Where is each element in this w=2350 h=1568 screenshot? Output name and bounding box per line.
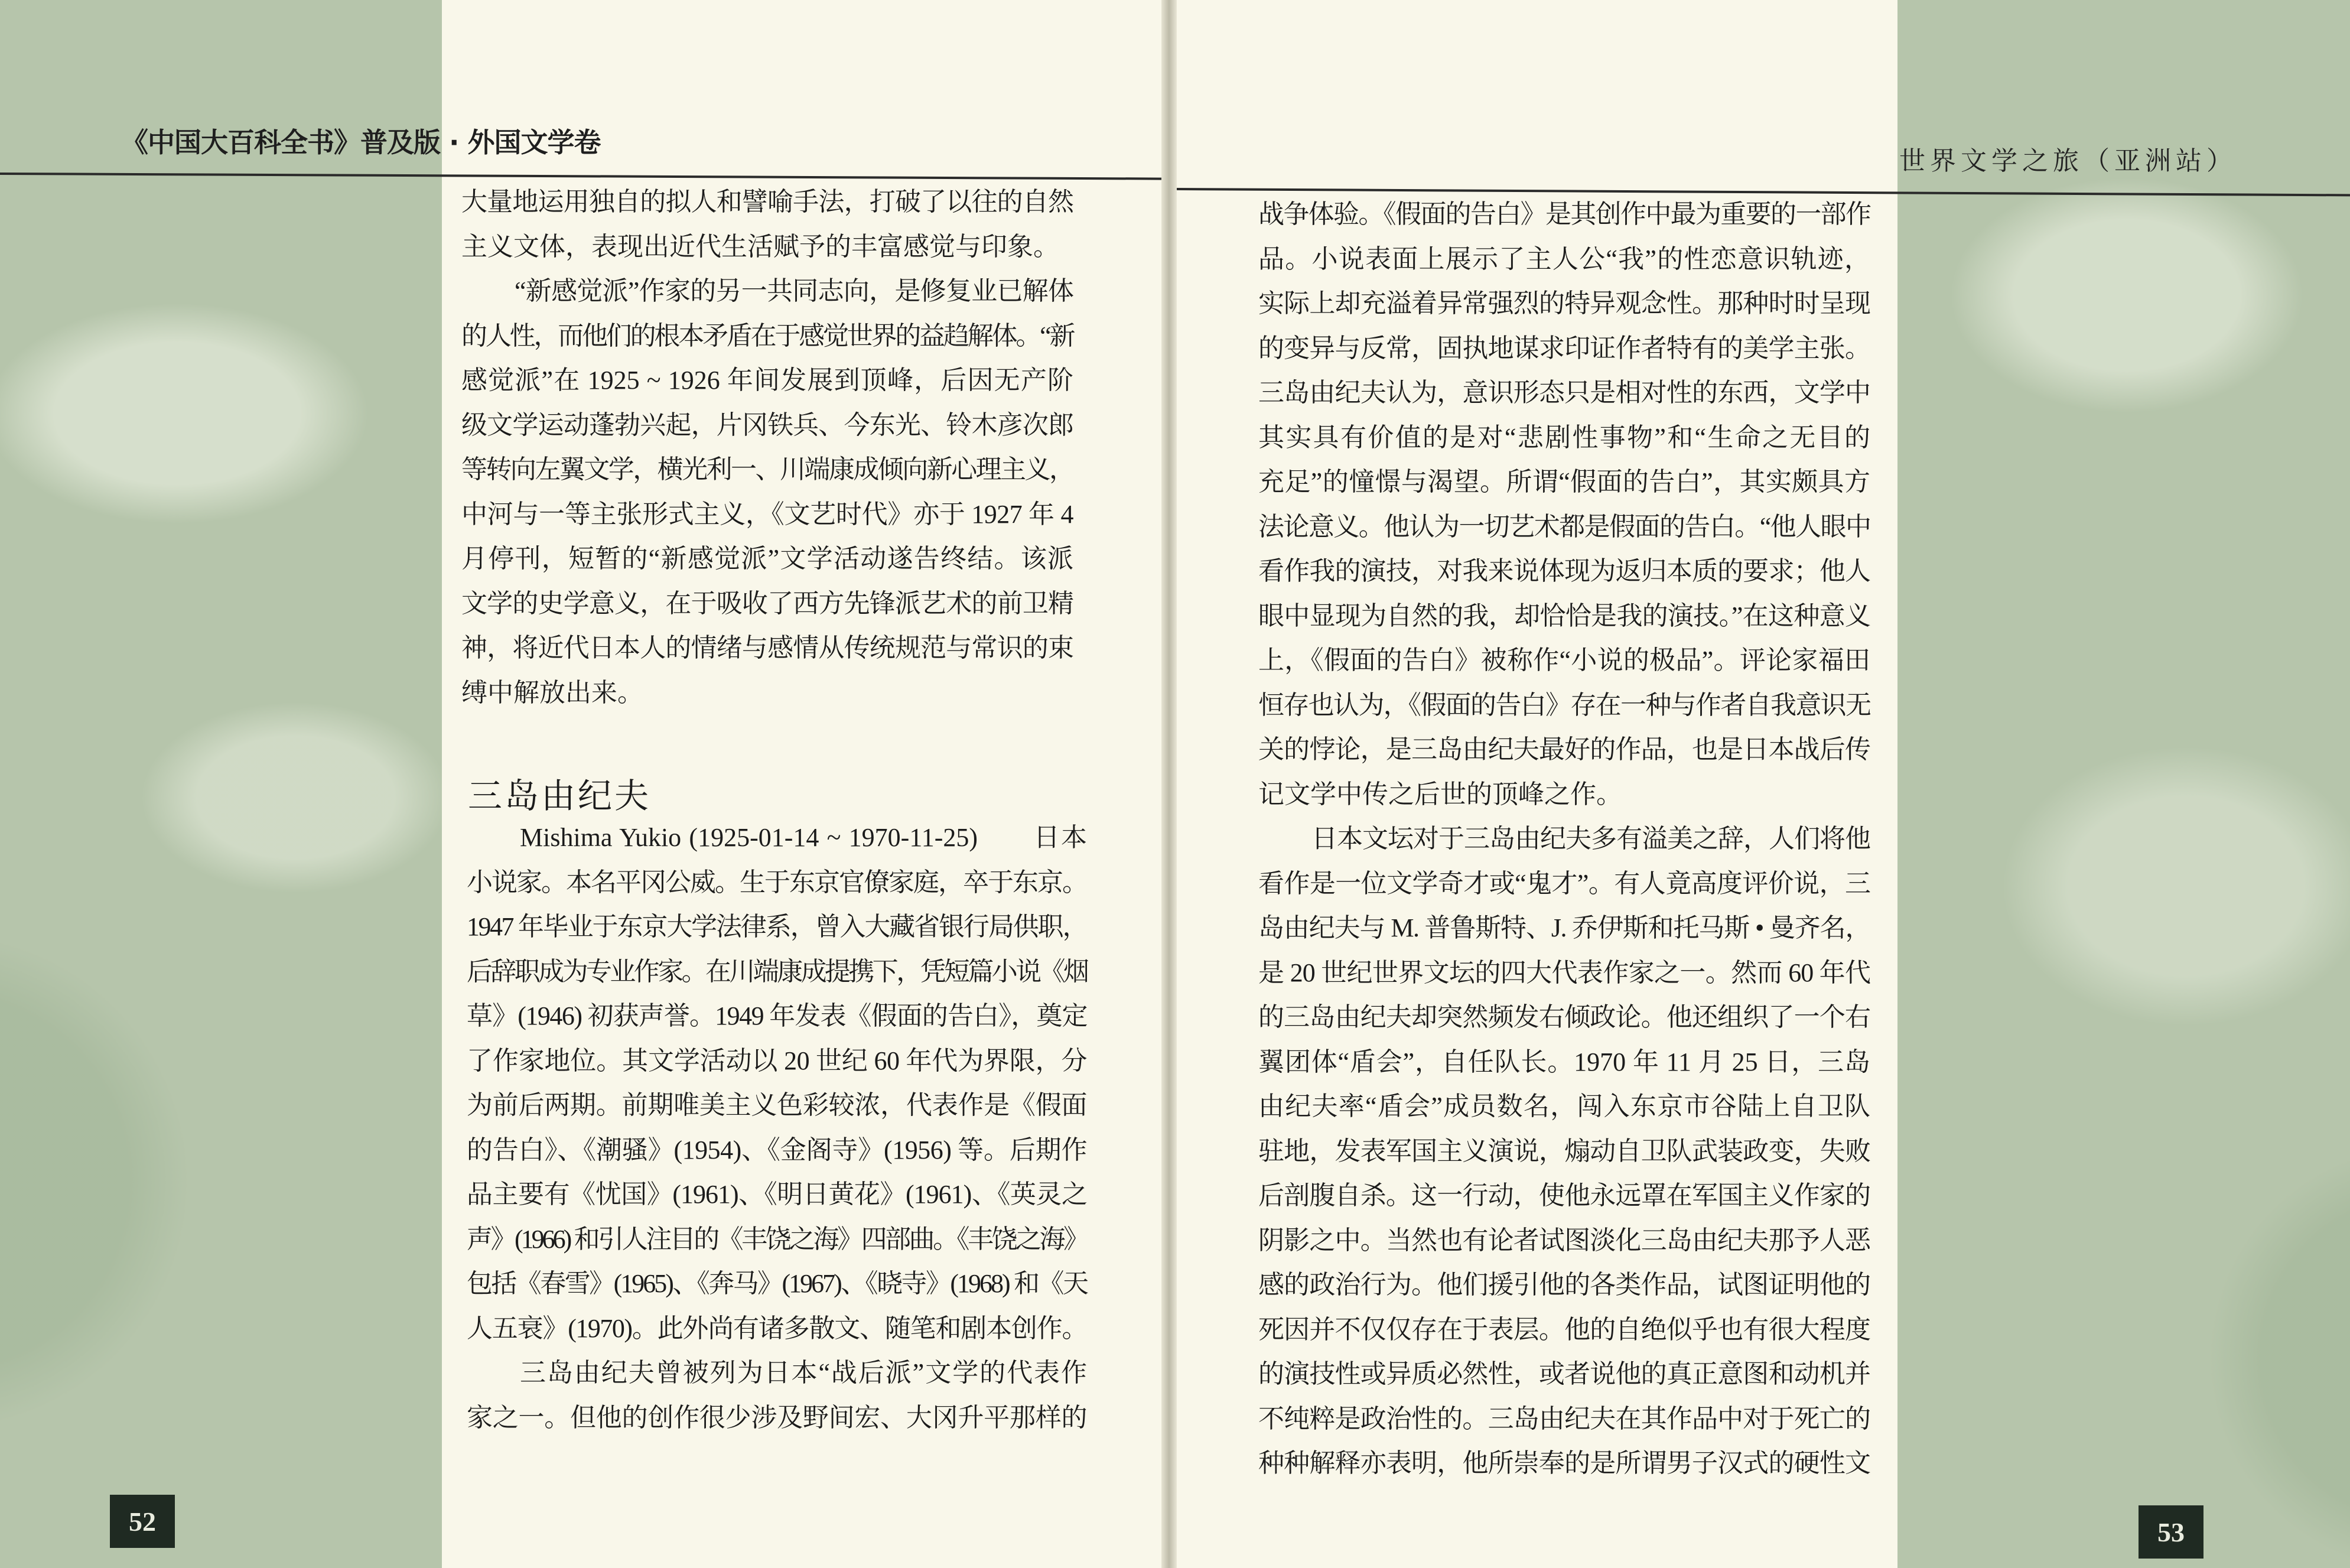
text-line: 上，《假面的告白》被称作“小说的极品”。评论家福田 bbox=[1258, 646, 1870, 675]
text-line: 感觉派”在 1925 ~ 1926 年间发展到顶峰，后因无产阶 bbox=[461, 366, 1073, 395]
text-line: 不纯粹是政治性的。三岛由纪夫在其作品中对于死亡的 bbox=[1258, 1404, 1870, 1433]
text-line: 草》(1946) 初获声誉。1949 年发表《假面的告白》，奠定 bbox=[467, 1001, 1087, 1030]
page-number-left: 52 bbox=[110, 1495, 175, 1548]
text-line: 岛由纪夫与 M. 普鲁斯特、J. 乔伊斯和托马斯 • 曼齐名， bbox=[1258, 913, 1870, 942]
text-line: 充足”的憧憬与渴望。所谓“假面的告白”，其实颇具方 bbox=[1258, 467, 1870, 496]
text-line: 包括《春雪》(1965)、《奔马》(1967)、《晓寺》(1968) 和《天 bbox=[467, 1269, 1087, 1298]
text-line: 声》(1966) 和引人注目的《丰饶之海》四部曲。《丰饶之海》 bbox=[467, 1224, 1087, 1254]
text-line: 品主要有《忧国》(1961)、《明日黄花》(1961)、《英灵之 bbox=[467, 1180, 1087, 1209]
text-line: 恒存也认为，《假面的告白》存在一种与作者自我意识无 bbox=[1258, 690, 1870, 720]
text-line: 的演技性或异质必然性，或者说他的真正意图和动机并 bbox=[1258, 1359, 1870, 1388]
text-line: 的三岛由纪夫却突然频发右倾政论。他还组织了一个右 bbox=[1258, 1003, 1870, 1032]
section-title: 三岛由纪夫 bbox=[468, 776, 652, 816]
text-line: 中河与一等主张形式主义，《文艺时代》亦于 1927 年 4 bbox=[461, 499, 1073, 529]
text-line: 神，将近代日本人的情绪与感情从传统规范与常识的束 bbox=[461, 633, 1073, 662]
text-line: 战争体验。《假面的告白》是其创作中最为重要的一部作 bbox=[1258, 200, 1870, 229]
text-line: 死因并不仅仅存在于表层。他的自绝似乎也有很大程度 bbox=[1258, 1315, 1870, 1344]
text-line: 后辞职成为专业作家。在川端康成提携下，凭短篇小说《烟 bbox=[467, 957, 1087, 986]
text-line: 翼团体“盾会”，自任队长。1970 年 11 月 25 日，三岛 bbox=[1258, 1047, 1870, 1076]
text-line: 种种解释亦表明，他所崇奉的是所谓男子汉式的硬性文 bbox=[1258, 1449, 1870, 1478]
page-number-right: 53 bbox=[2139, 1505, 2203, 1559]
text-line: 其实具有价值的是对“悲剧性事物”和“生命之无目的 bbox=[1258, 422, 1870, 452]
text-line: 人五衰》(1970)。此外尚有诸多散文、随笔和剧本创作。 bbox=[467, 1313, 1087, 1343]
text-line: 三岛由纪夫认为，意识形态只是相对性的东西，文学中 bbox=[1258, 378, 1870, 407]
text-line: 日本文坛对于三岛由纪夫多有溢美之辞，人们将他 bbox=[1311, 824, 1870, 853]
left-text-top bbox=[461, 180, 1073, 715]
text-line: 的人性，而他们的根本矛盾在于感觉世界的益趋解体。“新 bbox=[461, 321, 1073, 350]
text-line: 家之一。但他的创作很少涉及野间宏、大冈升平那样的 bbox=[467, 1403, 1087, 1432]
text-line: 由纪夫率“盾会”成员数名，闯入东京市谷陆上自卫队 bbox=[1258, 1092, 1870, 1121]
text-line: 级文学运动蓬勃兴起，片冈铁兵、今东光、铃木彦次郎 bbox=[461, 410, 1073, 440]
text-line: 记文学中传之后世的顶峰之作。 bbox=[1258, 779, 1622, 809]
text-line: 关的悖论，是三岛由纪夫最好的作品，也是日本战后传 bbox=[1258, 735, 1870, 764]
running-header-left: 《中国大百科全书》普及版 · 外国文学卷 bbox=[121, 126, 601, 158]
text-line: 感的政治行为。他们援引他的各类作品，试图证明他的 bbox=[1258, 1270, 1870, 1299]
text-line: 缚中解放出来。 bbox=[461, 678, 643, 707]
text-line: 小说家。本名平冈公威。生于东京官僚家庭，卒于东京。 bbox=[467, 867, 1087, 897]
text-line: 是 20 世纪世界文坛的四大代表作家之一。然而 60 年代 bbox=[1258, 958, 1870, 987]
text-line: Mishima Yukio (1925-01-14 ~ 1970-11-25) 日本 bbox=[520, 823, 1087, 852]
text-line: 阴影之中。当然也有论者试图淡化三岛由纪夫那予人恶 bbox=[1258, 1225, 1870, 1255]
right-text bbox=[1258, 192, 1870, 1486]
text-line: 看作我的演技，对我来说体现为返归本质的要求；他人 bbox=[1258, 557, 1870, 585]
text-line: 法论意义。他认为一切艺术都是假面的告白。“他人眼中 bbox=[1258, 512, 1870, 541]
text-line: 为前后两期。前期唯美主义色彩较浓，代表作是《假面 bbox=[467, 1091, 1087, 1120]
text-line: 主义文体，表现出近代生活赋予的丰富感觉与印象。 bbox=[461, 232, 1059, 261]
text-line: 文学的史学意义，在于吸收了西方先锋派艺术的前卫精 bbox=[461, 588, 1073, 618]
text-line: 月停刊，短暂的“新感觉派”文学活动遂告终结。该派 bbox=[461, 544, 1073, 573]
text-line: 了作家地位。其文学活动以 20 世纪 60 年代为界限，分 bbox=[467, 1046, 1087, 1075]
text-line: 三岛由纪夫曾被列为日本“战后派”文学的代表作 bbox=[520, 1358, 1087, 1387]
text-line: 1947 年毕业于东京大学法律系，曾入大藏省银行局供职， bbox=[467, 912, 1087, 941]
text-line: 等转向左翼文学，横光利一、川端康成倾向新心理主义， bbox=[461, 455, 1073, 484]
text-line: 看作是一位文学奇才或“鬼才”。有人竟高度评价说，三 bbox=[1258, 868, 1870, 898]
text-line: 的变异与反常，固执地谋求印证作者特有的美学主张。 bbox=[1258, 333, 1870, 363]
text-line: 的告白》、《潮骚》(1954)、《金阁寺》(1956) 等。后期作 bbox=[467, 1135, 1087, 1164]
text-line: 品。小说表面上展示了主人公“我”的性恋意识轨迹， bbox=[1258, 244, 1870, 274]
book-gutter bbox=[1161, 0, 1177, 1568]
running-header-right: 世界文学之旅（亚洲站） bbox=[1899, 147, 2237, 175]
left-text-bottom bbox=[467, 815, 1087, 1440]
text-line: 大量地运用独自的拟人和譬喻手法，打破了以往的自然 bbox=[461, 187, 1073, 216]
text-line: 后剖腹自杀。这一行动，使他永远罩在军国主义作家的 bbox=[1258, 1181, 1870, 1210]
text-line: 眼中显现为自然的我，却恰恰是我的演技。”在这种意义 bbox=[1258, 601, 1870, 630]
text-line: “新感觉派”作家的另一共同志向，是修复业已解体 bbox=[515, 276, 1073, 305]
text-line: 驻地，发表军国主义演说，煽动自卫队武装政变，失败 bbox=[1258, 1136, 1870, 1166]
text-line: 实际上却充溢着异常强烈的特异观念性。那种时时呈现 bbox=[1258, 289, 1870, 318]
